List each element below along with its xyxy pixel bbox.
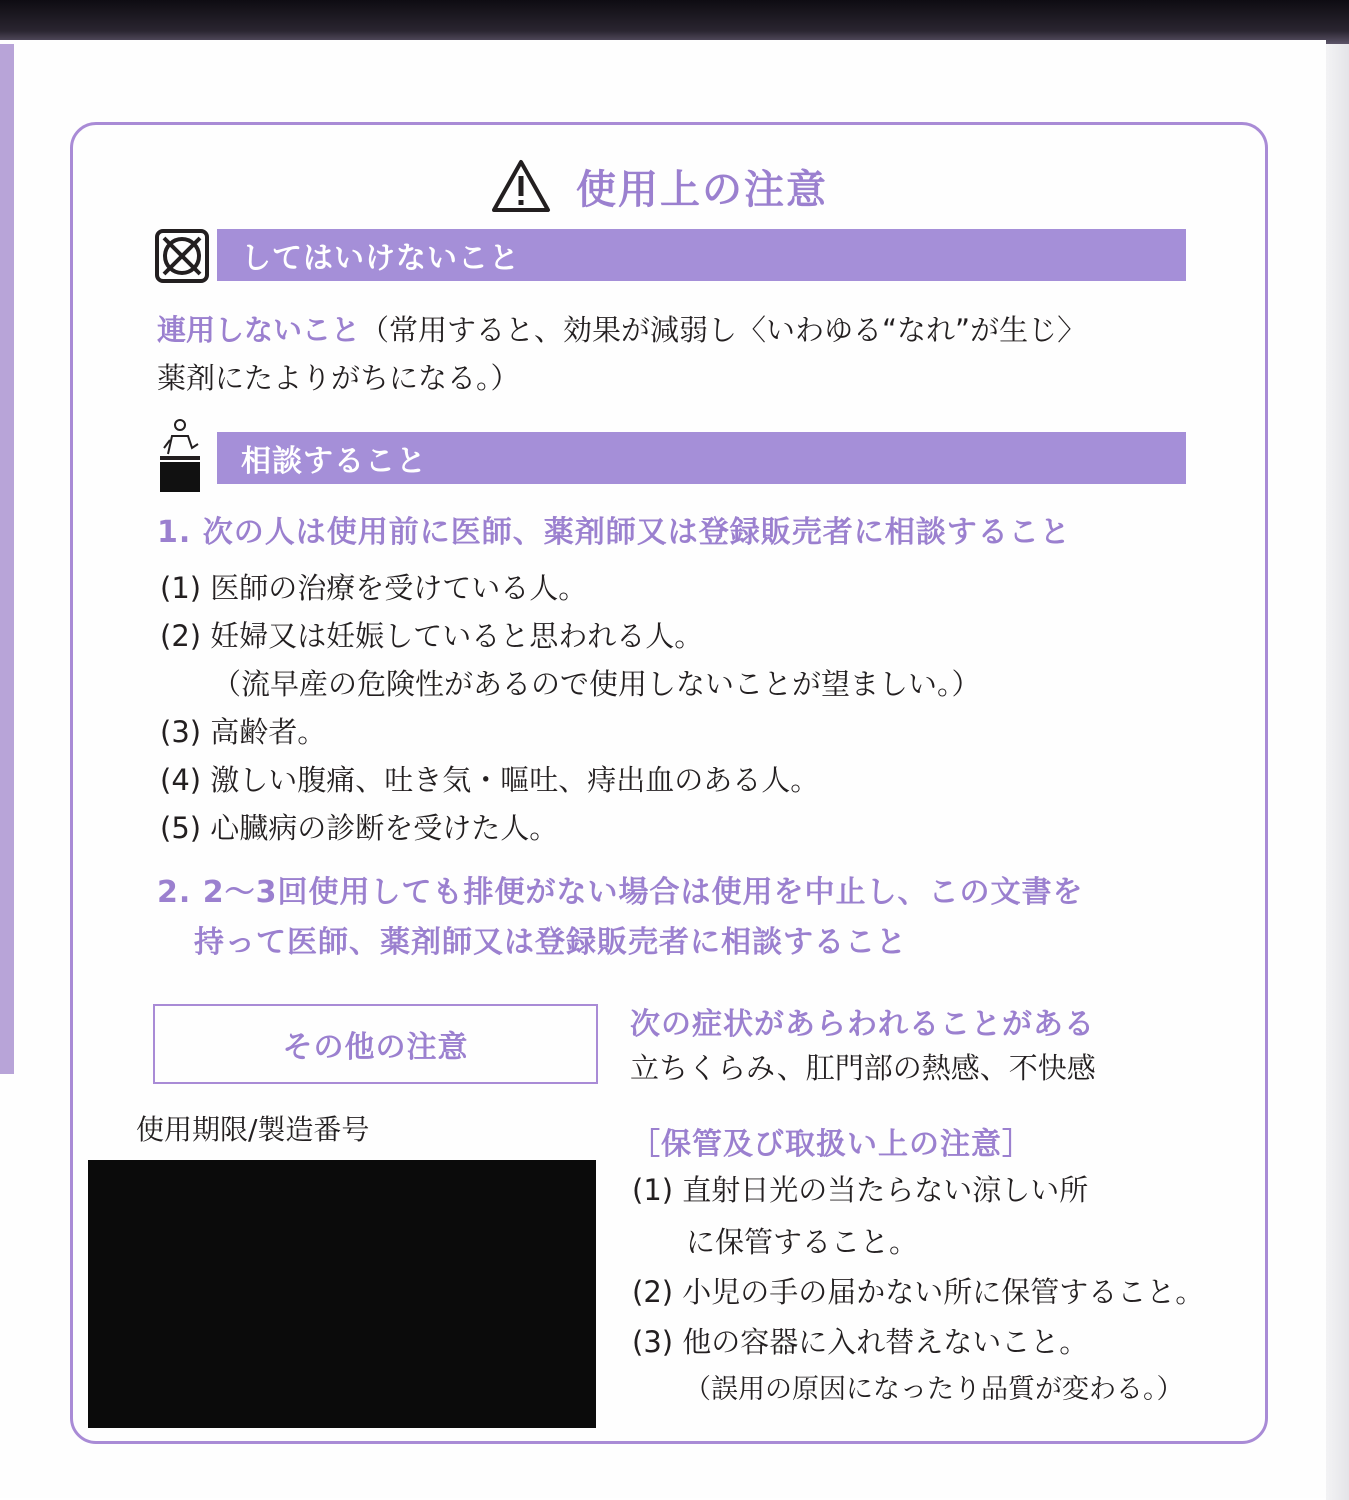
- storage-item-3-note: （誤用の原因になったり品質が変わる。）: [684, 1374, 1184, 1405]
- prohibited-line-2: 薬剤にたよりがちになる。）: [157, 361, 520, 395]
- consult-doctor-icon: [158, 418, 204, 498]
- consult-item-5: (5) 心臓病の診断を受けた人。: [160, 811, 559, 845]
- prohibited-lead: 連用しないこと: [157, 313, 361, 347]
- page-title: 使用上の注意: [576, 166, 828, 213]
- consult-item-1: (1) 医師の治療を受けている人。: [160, 571, 588, 605]
- storage-item-2: (2) 小児の手の届かない所に保管すること。: [632, 1275, 1205, 1309]
- caution-title: [490, 156, 828, 216]
- box-right-edge: [1326, 44, 1349, 1500]
- symptoms-heading: 次の症状があらわれることがある: [630, 1007, 1095, 1042]
- left-color-band: [0, 44, 14, 1074]
- symptoms-text: 立ちくらみ、肛門部の熱感、不快感: [630, 1051, 1096, 1085]
- prohibited-bar: してはいけないこと: [217, 229, 1186, 281]
- lot-label: 使用期限/製造番号: [136, 1113, 370, 1146]
- storage-item-1-cont: に保管すること。: [686, 1225, 919, 1259]
- prohibited-reason-1: （常用すると、効果が減弱し〈いわゆる“なれ”が生じ〉: [360, 313, 1087, 347]
- consult-heading-2: 2. 2～3回使用しても排便がない場合は使用を中止し、この文書を: [157, 875, 1084, 910]
- storage-item-1: (1) 直射日光の当たらない涼しい所: [632, 1173, 1089, 1207]
- consult-item-3: (3) 高齢者。: [160, 715, 327, 749]
- prohibited-icon: [154, 228, 210, 288]
- storage-heading: ［保管及び取扱い上の注意］: [630, 1127, 1033, 1162]
- box-top-edge: [0, 0, 1349, 44]
- consult-item-4: (4) 激しい腹痛、吐き気・嘔吐、痔出血のある人。: [160, 763, 820, 797]
- consult-heading-2-cont: 持って医師、薬剤師又は登録販売者に相談すること: [194, 925, 907, 960]
- consult-bar: 相談すること: [217, 432, 1186, 484]
- storage-item-3: (3) 他の容器に入れ替えないこと。: [632, 1325, 1089, 1359]
- consult-item-2: (2) 妊婦又は妊娠していると思われる人。: [160, 619, 704, 653]
- prohibited-line-1: [157, 306, 1086, 354]
- warning-triangle-icon: [490, 158, 552, 214]
- other-caution-box: その他の注意: [153, 1004, 598, 1084]
- lot-print-area: [88, 1160, 596, 1428]
- consult-item-2-note: （流早産の危険性があるので使用しないことが望ましい。）: [212, 667, 981, 701]
- consult-heading-1: 1. 次の人は使用前に医師、薬剤師又は登録販売者に相談すること: [157, 515, 1071, 550]
